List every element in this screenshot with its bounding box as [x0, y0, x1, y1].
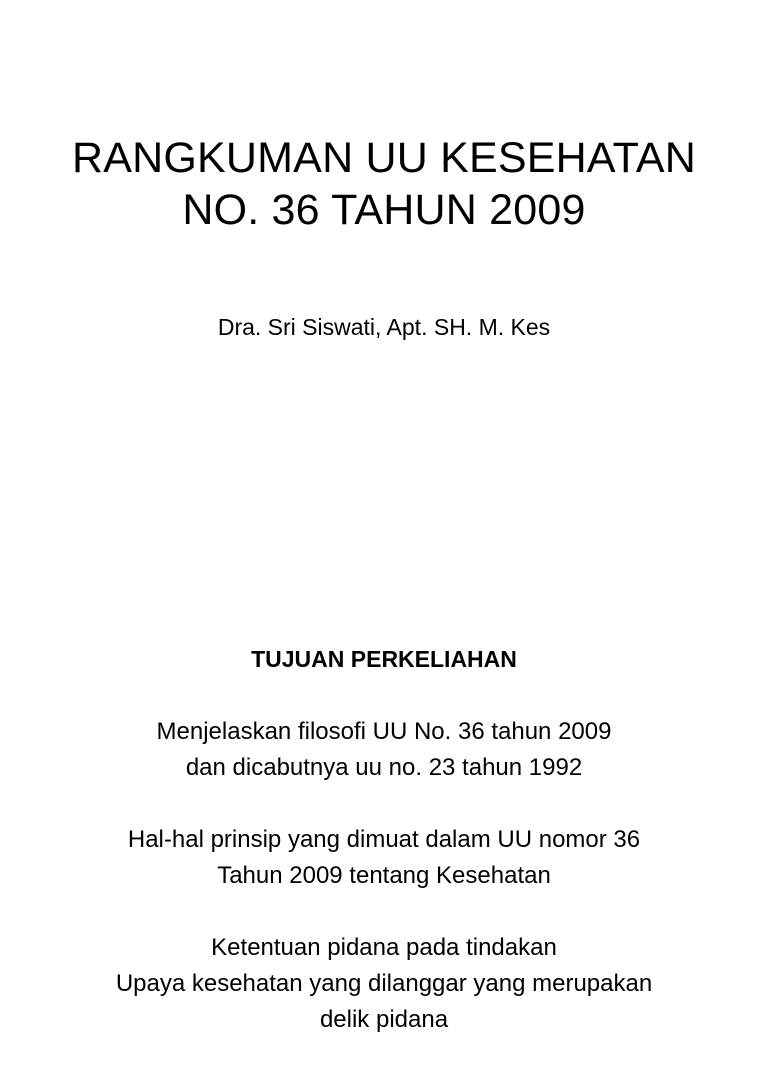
objective-item — [0, 714, 768, 786]
objective-line: Menjelaskan filosofi UU No. 36 tahun 2009 — [156, 718, 612, 745]
objective-line: Hal-hal prinsip yang dimuat dalam UU nomor 36 — [127, 826, 641, 853]
slide-heading: TUJUAN PERKELIAHAN — [251, 646, 517, 672]
objective-line: Upaya kesehatan yang dilanggar yang merupakan — [115, 970, 653, 997]
author-name: Dra. Sri Siswati, Apt. SH. M. Kes — [217, 314, 551, 340]
objective-line: delik pidana — [319, 1006, 449, 1033]
objective-line: Ketentuan pidana pada tindakan — [211, 934, 557, 961]
objectives-list — [0, 714, 768, 1074]
objective-line: Tahun 2009 tentang Kesehatan — [217, 862, 551, 889]
title-line-2: NO. 36 TAHUN 2009 — [182, 186, 586, 234]
objective-line: dan dicabutnya uu no. 23 tahun 1992 — [185, 754, 583, 781]
title-line-1: RANGKUMAN UU KESEHATAN — [72, 134, 696, 182]
objectives-slide — [0, 560, 768, 1033]
objective-item — [0, 822, 768, 894]
presentation-title — [0, 132, 768, 236]
objective-item — [0, 930, 768, 1038]
